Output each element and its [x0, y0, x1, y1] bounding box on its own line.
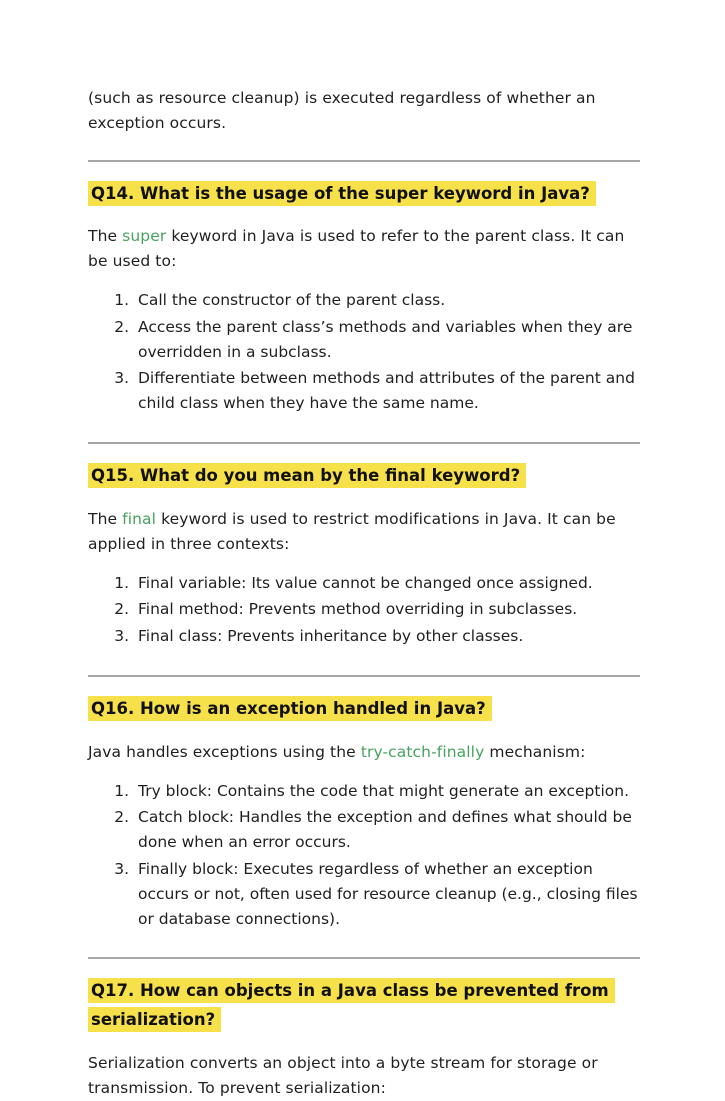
section-divider	[88, 160, 640, 162]
section-divider	[88, 442, 640, 444]
question-intro-q16	[88, 740, 640, 765]
question-intro-q15	[88, 507, 640, 557]
question-heading-q17	[88, 977, 640, 1035]
highlighted-heading-text: Q14. What is the usage of the super keyword in Java?	[88, 181, 596, 206]
highlighted-heading-text: Q17. How can objects in a Java class be prevented from serialization?	[88, 978, 615, 1032]
list-item: 1. Try block: Contains the code that might generate an exception.	[134, 779, 640, 804]
intro-text-before: The	[88, 509, 123, 528]
keyword-try-catch-finally: try-catch-finally	[360, 742, 485, 761]
list-item: 3. Finally block: Executes regardless of whether an exception occurs or not, often used for resource cleanup (e.g., closing files or database connections).	[134, 857, 640, 931]
list-item: 1. Final variable: Its value cannot be changed once assigned.	[134, 571, 640, 596]
keyword-super: super	[122, 227, 167, 246]
list-item: 3. Differentiate between methods and attributes of the parent and child class when they have the same name.	[134, 366, 640, 416]
list-item: 2. Catch block: Handles the exception and defines what should be done when an error occurs.	[134, 805, 640, 855]
question-intro-q14	[88, 224, 640, 274]
list-item: 2. Access the parent class’s methods and variables when they are overridden in a subclass.	[134, 315, 640, 365]
list-item: 3. Final class: Prevents inheritance by other classes.	[134, 624, 640, 649]
intro-text-after: keyword is used to restrict modifications in Java. It can be applied in three contexts:	[88, 509, 616, 553]
highlighted-heading-text: Q16. How is an exception handled in Java?	[88, 696, 492, 721]
section-divider	[88, 675, 640, 677]
question-list-q14	[88, 288, 640, 416]
intro-text-after: mechanism:	[484, 742, 586, 761]
question-list-q16	[88, 779, 640, 932]
question-list-q15	[88, 571, 640, 649]
list-item: 1. Call the constructor of the parent class.	[134, 288, 640, 313]
section-divider	[88, 957, 640, 959]
highlighted-heading-text: Q15. What do you mean by the final keyword?	[88, 463, 526, 488]
question-intro-q17: Serialization converts an object into a byte stream for storage or transmission. To prevent serialization:	[88, 1054, 598, 1097]
continuation-paragraph: (such as resource cleanup) is executed regardless of whether an exception occurs.	[88, 89, 596, 132]
question-heading-q15	[88, 462, 640, 491]
question-heading-q16	[88, 695, 640, 724]
intro-text-before: Java handles exceptions using the	[88, 742, 361, 761]
list-item: 2. Final method: Prevents method overriding in subclasses.	[134, 597, 640, 622]
intro-text-before: The	[88, 227, 123, 246]
intro-text-after: keyword in Java is used to refer to the parent class. It can be used to:	[88, 227, 625, 271]
question-heading-q14	[88, 180, 640, 209]
keyword-final: final	[122, 509, 157, 528]
